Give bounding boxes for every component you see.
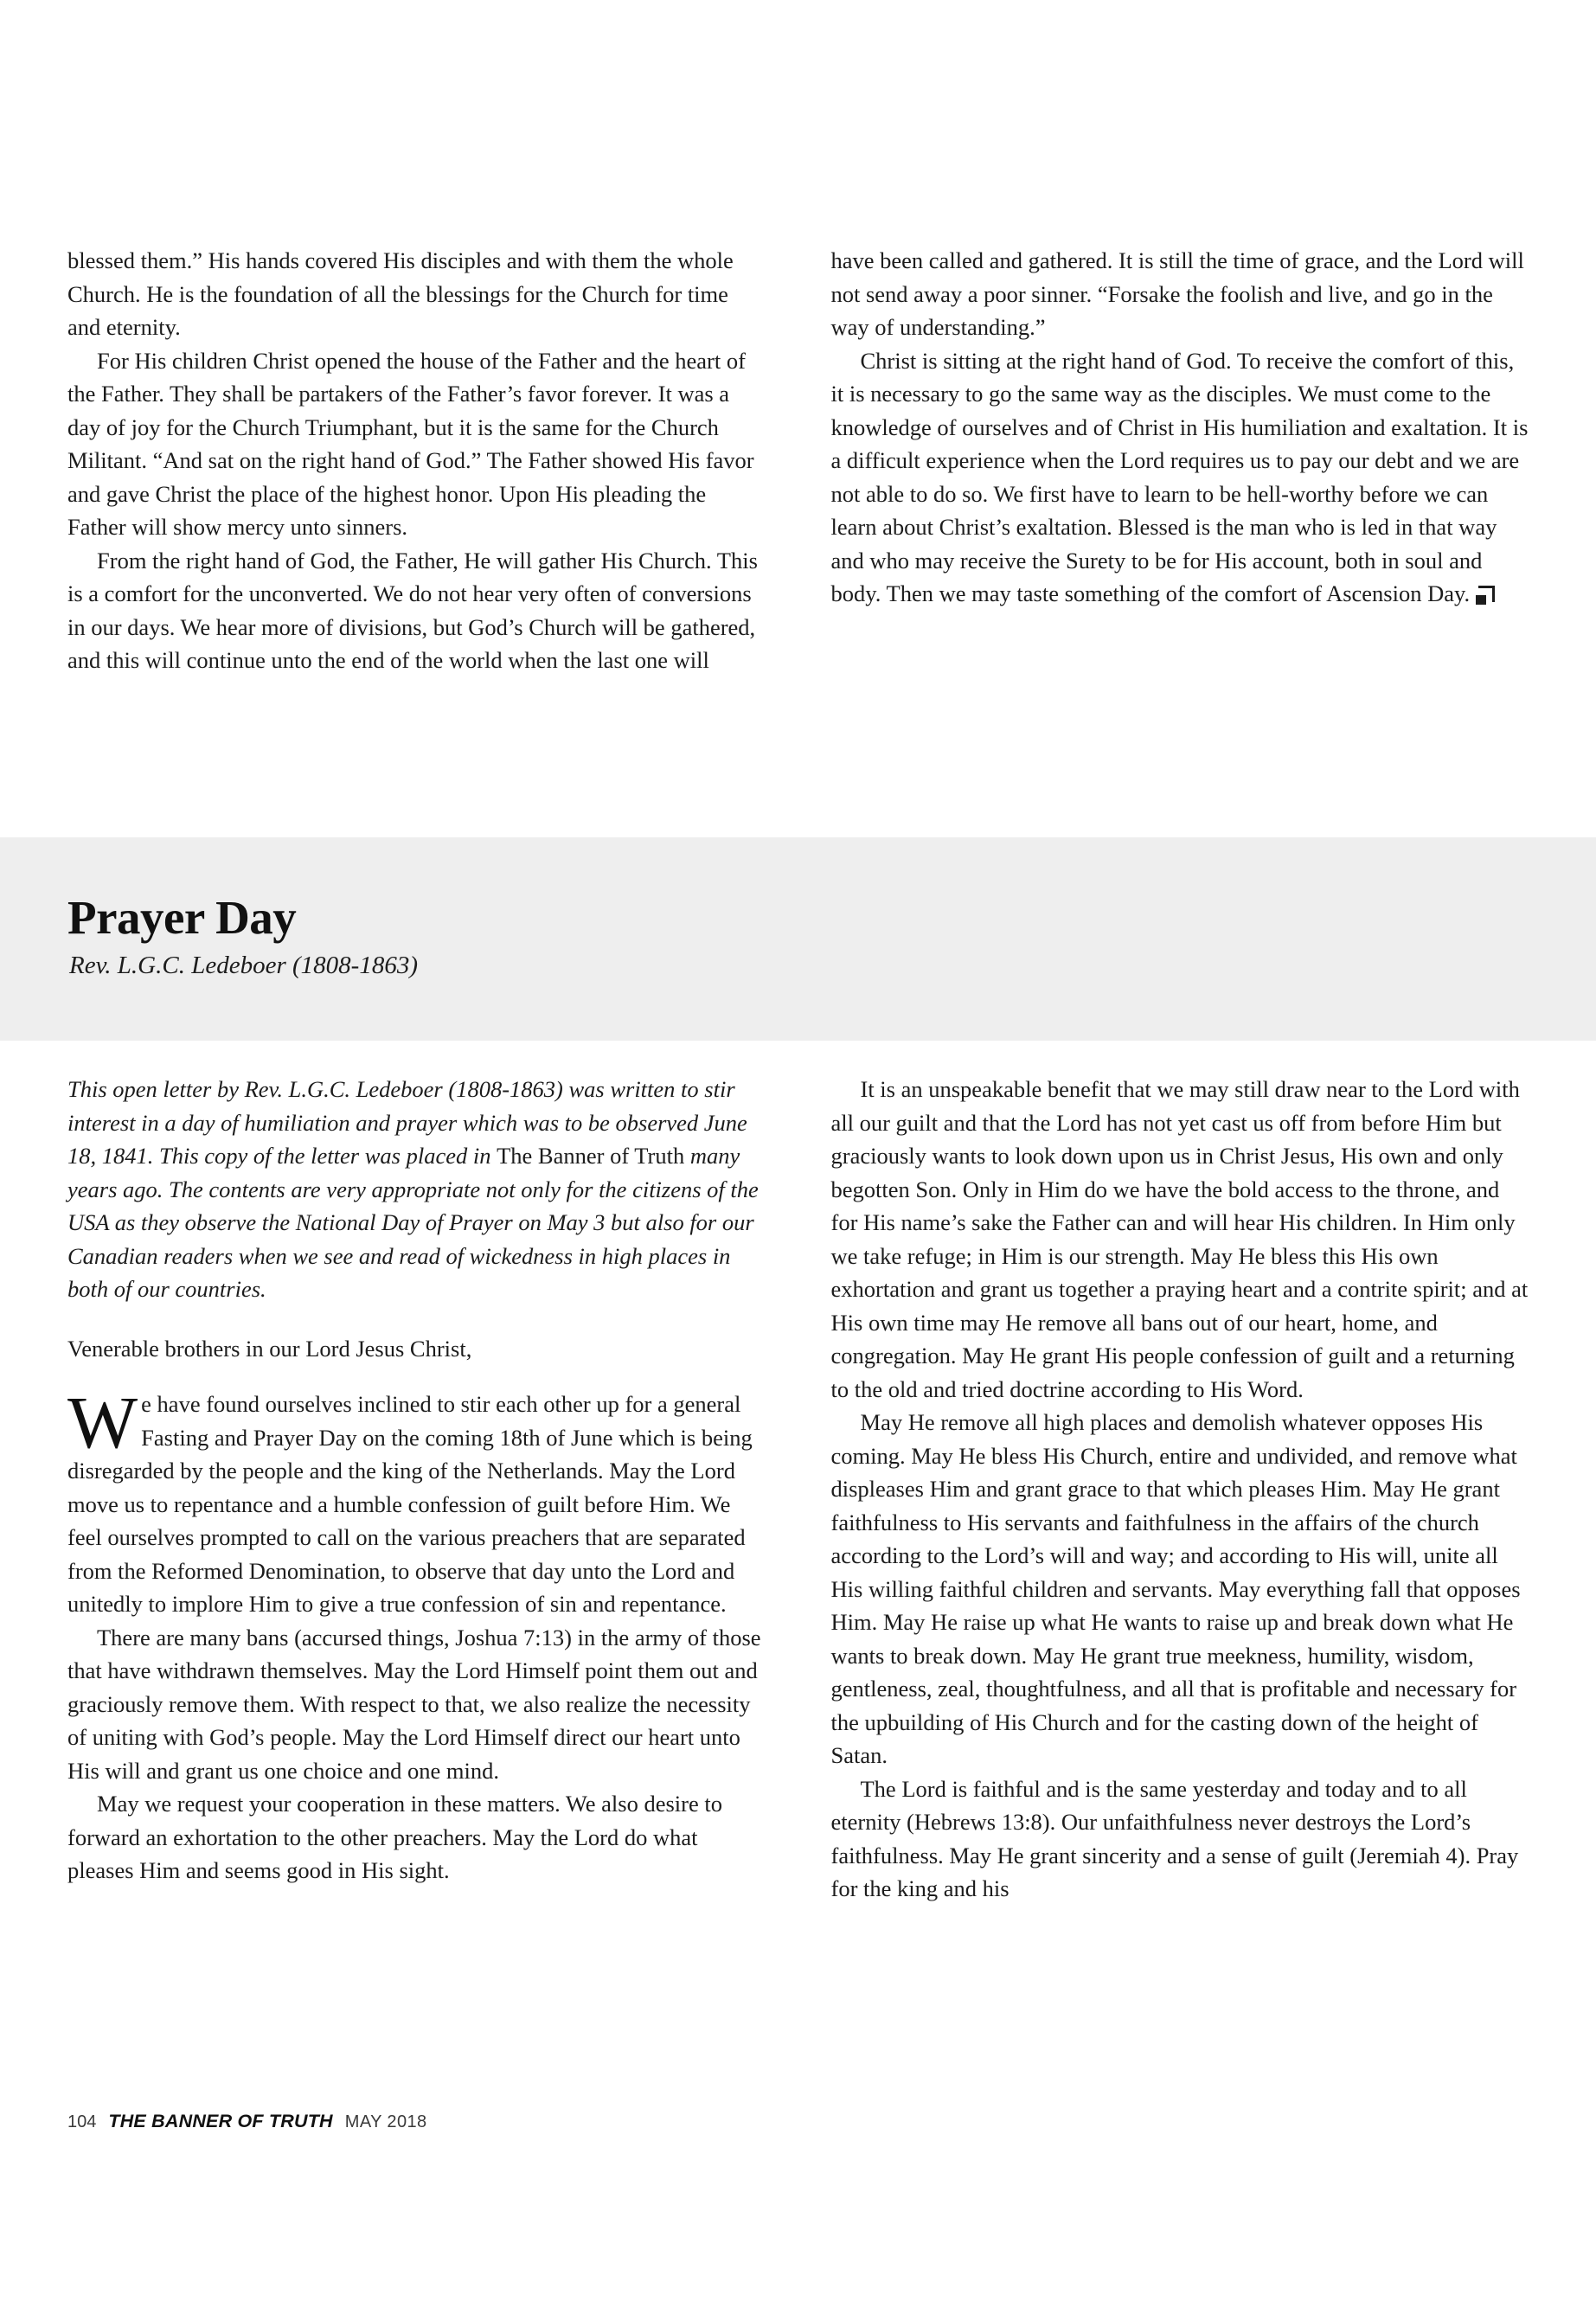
paragraph: May we request your cooperation in these matters. We also desire to forward an exhortation to the other preachers. May the Lord do what pleases Him and seems good in His sight. <box>67 1791 722 1883</box>
issue-date: MAY 2018 <box>344 2112 427 2131</box>
paragraph: May He remove all high places and demolish whatever opposes His coming. May He bless His Church, entire and undivided, and remove what displeases Him and grant grace to that which pleases Him. May He grant faithfulness to His servants and faithfulness in the affairs of the church according to the Lord’s will and way; and according to His will, unite all His willing faithful children and servants. May everything fall that opposes Him. May He raise up what He wants to raise up and break down what He wants to break down. May He grant true meekness, humility, wisdom, gentleness, zeal, thoughtfulness, and all that is profitable and necessary for the upbuilding of His Church and for the casting down of the height of Satan. <box>830 1409 1521 1768</box>
article-author: Rev. L.G.C. Ledeboer (1808-1863) <box>69 952 418 979</box>
publication-name: The Banner of Truth <box>497 1143 685 1169</box>
page-title: Prayer Day <box>67 891 297 944</box>
paragraph: blessed them.” His hands covered His disciples and with them the whole Church. He is the foundation of all the blessings for the Church for time and eternity. <box>67 247 734 340</box>
paragraph: have been called and gathered. It is still the time of grace, and the Lord will not send away a poor sinner. “Forsake the foolish and live, and go in the way of understanding.” <box>830 247 1524 340</box>
continuation-article <box>67 244 1529 677</box>
end-of-article-mark <box>1478 586 1495 602</box>
paragraph <box>831 344 1530 611</box>
editorial-note <box>67 1073 766 1306</box>
article-left-column <box>67 1073 766 1906</box>
article-body <box>67 1073 1529 1906</box>
paragraph: From the right hand of God, the Father, He will gather His Church. This is a comfort for the unconverted. We do not hear very often of conversions in our days. We hear more of divisions, but God’s Church will be gathered, and this will continue unto the end of the world when the last one will <box>67 547 758 673</box>
page-footer <box>67 2111 427 2132</box>
paragraph <box>67 1381 766 1621</box>
continuation-right-column <box>831 244 1530 677</box>
editorial-note-part2: many years ago. The contents are very appropriate not only for the citizens of the USA as they observe the National Day of Prayer on May 3 but also for our Canadian readers when we see and read of wickedness in high places in both of our countries. <box>67 1143 759 1302</box>
paragraph-text: Christ is sitting at the right hand of God. To receive the comfort of this, it is necessary to go the same way as the disciples. We must come to the knowledge of ourselves and of Christ in His humiliation and exaltation. It is a difficult experience when the Lord requires us to pay our debt and we are not able to do so. We first have to learn to be hell-worthy before we can learn about Christ’s exaltation. Blessed is the man who is led in that way and who may receive the Surety to be for His account, both in soul and body. Then we may taste something of the comfort of Ascension Day. <box>830 347 1529 606</box>
drop-cap: W <box>67 1381 138 1464</box>
paragraph: The Lord is faithful and is the same yesterday and today and to all eternity (Hebrews 13:8). Our unfaithfulness never destroys the Lord’s faithfulness. May He grant sincerity and a sense of guilt (Jeremiah 4). Pray for the king and his <box>830 1775 1519 1901</box>
editorial-note-part1: This open letter by Rev. L.G.C. Ledeboer (1808-1863) was written to stir interest in a day of humiliation and prayer which was to be observed June 18, 1841. This copy of the letter was placed in <box>67 1076 747 1169</box>
paragraph: For His children Christ opened the house of the Father and the heart of the Father. They shall be partakers of the Father’s favor forever. It was a day of joy for the Church Triumphant, but it is the same for the Church Militant. “And sat on the right hand of God.” The Father showed His favor and gave Christ the place of the highest honor. Upon His pleading the Father will show mercy unto sinners. <box>67 347 754 540</box>
salutation: Venerable brothers in our Lord Jesus Christ, <box>67 1335 472 1362</box>
paragraph-text: e have found ourselves inclined to stir each other up for a general Fasting and Prayer Day on the coming 18th of June which is being disregarded by the people and the king of the Netherlands. May the Lord move us to repentance and a humble confession of guilt before Him. We feel ourselves prompted to call on the various preachers that are separated from the Reformed Denomination, to observe that day unto the Lord and unitedly to implore Him to give a true confession of sin and repentance. <box>67 1391 753 1617</box>
paragraph: It is an unspeakable benefit that we may still draw near to the Lord with all our guilt and that the Lord has not yet cast us off from before Him but graciously wants to look down upon us in Christ Jesus, His own and only begotten Son. Only in Him do we have the bold access to the throne, and for His name’s sake the Father can and will hear His children. In Him only we take refuge; in Him is our strength. May He bless this His own exhortation and grant us together a praying heart and a contrite spirit; and at His own time may He remove all bans out of our heart, home, and congregation. May He grant His people confession of guilt and a returning to the old and tried doctrine according to His Word. <box>830 1076 1529 1402</box>
page-number: 104 <box>67 2112 97 2131</box>
paragraph: There are many bans (accursed things, Joshua 7:13) in the army of those that have withdrawn themselves. May the Lord Himself point them out and graciously remove them. With respect to that, we also realize the necessity of uniting with God’s people. May the Lord Himself direct our heart unto His will and grant us one choice and one mind. <box>67 1624 761 1784</box>
publication-title: THE BANNER OF TRUTH <box>108 2111 333 2131</box>
article-right-column <box>831 1073 1530 1906</box>
continuation-left-column <box>67 244 766 677</box>
